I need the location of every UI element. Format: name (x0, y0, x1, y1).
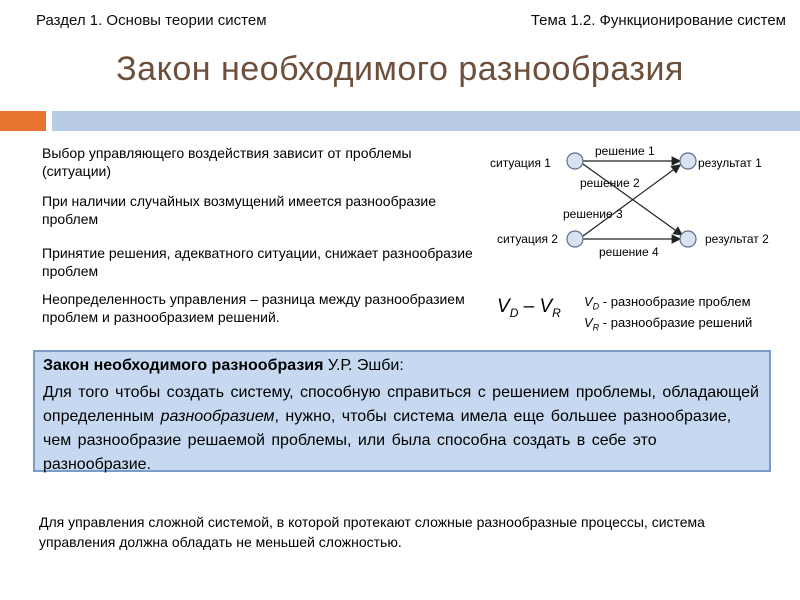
legend-vr-text: - разнообразие решений (599, 314, 753, 330)
situation-decision-diagram (480, 140, 790, 270)
legend-row-decisions (584, 315, 752, 336)
page-title: Закон необходимого разнообразия (116, 50, 684, 88)
law-text-before: Для того чтобы создать систему, способную справиться с решением проблемы, обладающей определенным (43, 384, 759, 425)
label-decision-1: решение 1 (595, 144, 655, 158)
node-situation-1 (567, 153, 583, 169)
accent-band-blue (52, 111, 800, 131)
label-situation-2: ситуация 2 (497, 232, 558, 246)
law-text (43, 381, 761, 477)
section-header: Раздел 1. Основы теории систем (36, 12, 267, 29)
formula-legend (584, 294, 752, 335)
law-text-emphasis: разнообразием (160, 408, 275, 425)
bullet-adequate-decision: Принятие решения, адекватного ситуации, снижает разнообразие проблем (42, 245, 473, 279)
legend-vd-text: - разнообразие проблем (599, 294, 751, 309)
label-decision-4: решение 4 (599, 245, 659, 259)
law-name: Закон необходимого разнообразия (43, 357, 324, 374)
label-decision-3: решение 3 (563, 207, 623, 221)
law-heading (43, 355, 761, 377)
node-situation-2 (567, 231, 583, 247)
bullet-random-disturbances: При наличии случайных возмущений имеется разнообразие проблем (42, 193, 437, 227)
node-result-2 (680, 231, 696, 247)
topic-header: Тема 1.2. Функционирование систем (530, 12, 786, 29)
formula-minus: – (518, 296, 540, 317)
bullet-choice-of-action: Выбор управляющего воздействия зависит от проблемы (ситуации) (42, 145, 412, 179)
formula-v-decisions: V (539, 296, 553, 317)
legend-vr-sub: R (592, 322, 600, 333)
accent-band-orange (0, 111, 46, 131)
law-statement-box (33, 350, 771, 472)
formula-sub-r: R (552, 305, 561, 320)
law-author: У.Р. Эшби: (323, 357, 404, 374)
node-result-1 (680, 153, 696, 169)
uncertainty-formula (497, 296, 561, 320)
legend-vd-sub: D (592, 301, 600, 312)
label-result-2: результат 2 (705, 232, 769, 246)
label-result-1: результат 1 (698, 156, 762, 170)
conclusion-text: Для управления сложной системой, в которой протекают сложные разнообразные процессы, система управления должна обладать не меньшей сложностью. (39, 514, 705, 550)
label-decision-2: решение 2 (580, 176, 640, 190)
legend-vd-symbol: V (584, 294, 593, 309)
bullet-control-uncertainty: Неопределенность управления – разница между разнообразием проблем и разнообразием решений. (42, 291, 465, 325)
law-text-after: , нужно, чтобы система имела еще большее разнообразие, чем разнообразие решаемой проблемы, или была способна создать в себе это разнообразие. (43, 408, 732, 473)
formula-v-problems: V (497, 296, 510, 317)
label-situation-1: ситуация 1 (490, 156, 551, 170)
legend-vr-symbol: V (584, 314, 593, 330)
legend-row-problems (584, 294, 752, 315)
formula-sub-d: D (509, 305, 519, 320)
